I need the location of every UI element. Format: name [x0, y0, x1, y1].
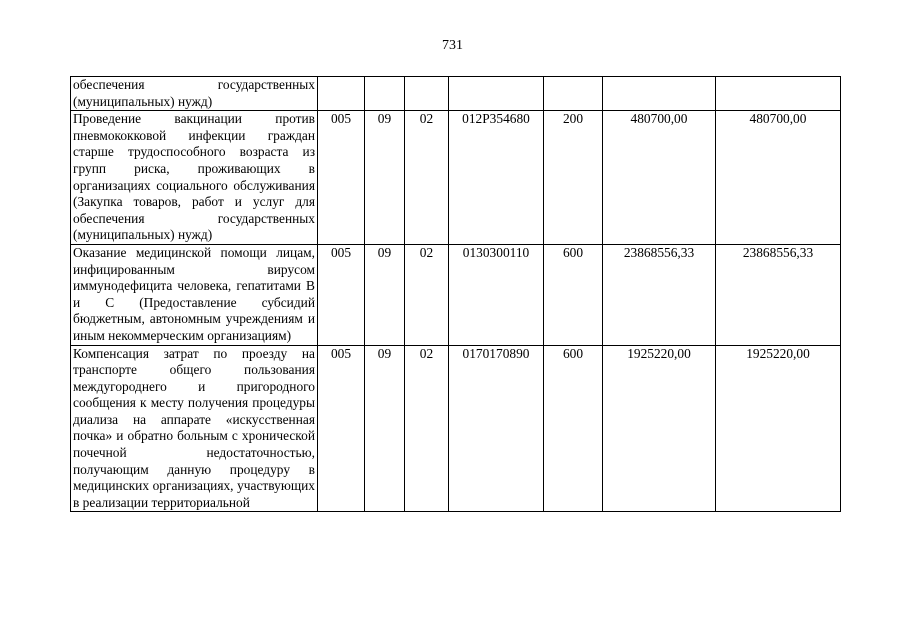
cell-sum-1: 480700,00	[603, 111, 716, 245]
cell-section: 09	[365, 345, 405, 512]
cell-sum-2: 23868556,33	[716, 244, 841, 345]
cell-description: обеспечения государственных (муниципальных) нужд)	[71, 77, 318, 111]
cell-expense-type: 200	[544, 111, 603, 245]
cell-description: Компенсация затрат по проезду на транспорте общего пользования междугороднего и пригородного сообщения к месту получения процедуры диализа на аппарате «искусственная почка» и обратно больным с хронической почечной недостаточностью, получающим данную процедуру в медицинских организациях, участвующих в реализации территориальной	[71, 345, 318, 512]
cell-target-article: 012P354680	[449, 111, 544, 245]
cell-subsection: 02	[405, 345, 449, 512]
cell-target-article: 0170170890	[449, 345, 544, 512]
cell-section	[365, 77, 405, 111]
cell-subsection: 02	[405, 111, 449, 245]
cell-sum-1	[603, 77, 716, 111]
cell-expense-type: 600	[544, 345, 603, 512]
cell-ministry: 005	[318, 345, 365, 512]
cell-expense-type: 600	[544, 244, 603, 345]
cell-sum-2	[716, 77, 841, 111]
cell-subsection	[405, 77, 449, 111]
cell-sum-2: 1925220,00	[716, 345, 841, 512]
cell-section: 09	[365, 244, 405, 345]
cell-subsection: 02	[405, 244, 449, 345]
table-row	[71, 77, 841, 111]
cell-sum-1: 23868556,33	[603, 244, 716, 345]
cell-expense-type	[544, 77, 603, 111]
cell-ministry	[318, 77, 365, 111]
cell-sum-2: 480700,00	[716, 111, 841, 245]
cell-sum-1: 1925220,00	[603, 345, 716, 512]
table-row	[71, 111, 841, 245]
cell-description: Оказание медицинской помощи лицам, инфицированным вирусом иммунодефицита человека, гепатитами B и C (Предоставление субсидий бюджетным, автономным учреждениям и иным некоммерческим организациям)	[71, 244, 318, 345]
cell-ministry: 005	[318, 244, 365, 345]
cell-ministry: 005	[318, 111, 365, 245]
budget-table	[70, 76, 841, 512]
cell-target-article: 0130300110	[449, 244, 544, 345]
cell-target-article	[449, 77, 544, 111]
table-row	[71, 244, 841, 345]
cell-description: Проведение вакцинации против пневмококковой инфекции граждан старше трудоспособного возраста из групп риска, проживающих в организациях социального обслуживания (Закупка товаров, работ и услуг для обеспечения государственных (муниципальных) нужд)	[71, 111, 318, 245]
page-number: 731	[442, 38, 463, 53]
table-row	[71, 345, 841, 512]
cell-section: 09	[365, 111, 405, 245]
